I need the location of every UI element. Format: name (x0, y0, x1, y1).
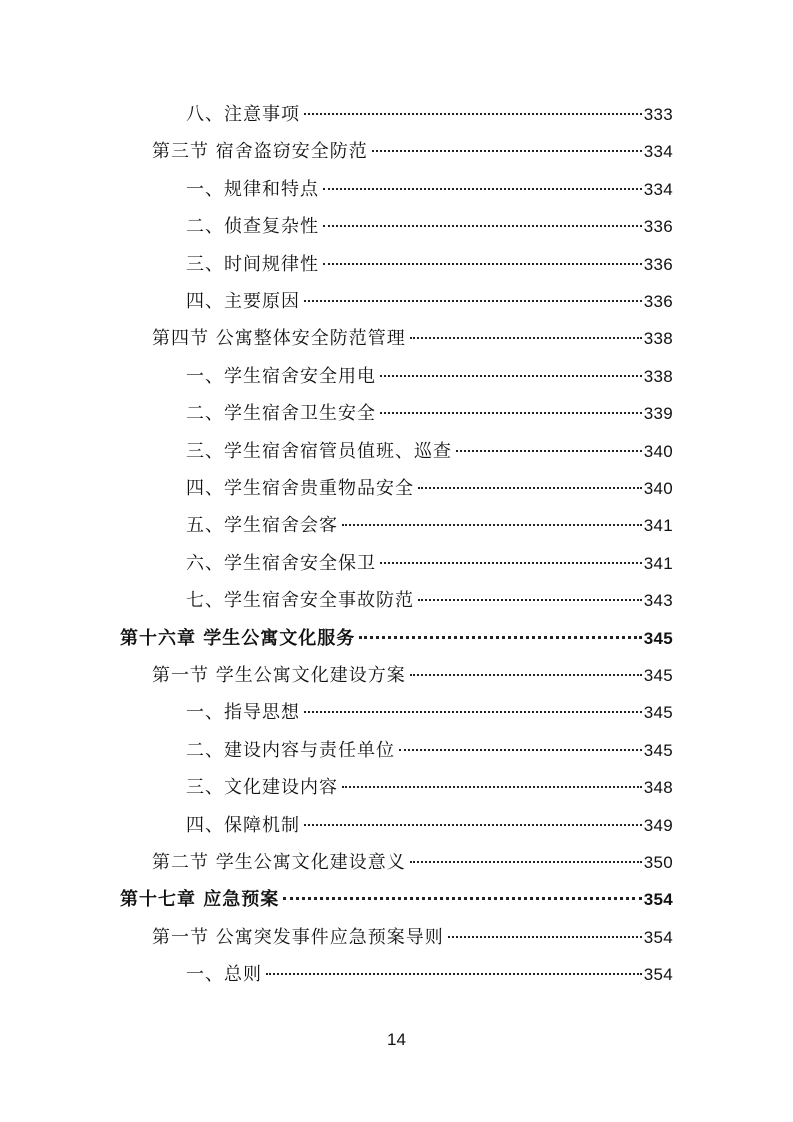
toc-entry[interactable] (186, 287, 673, 317)
toc-entry-title: 二、建设内容与责任单位 (186, 740, 395, 761)
toc-entry-title: 第一节 学生公寓文化建设方案 (152, 665, 406, 686)
toc-entry[interactable] (186, 773, 673, 803)
toc-entry-page: 334 (643, 180, 673, 199)
toc-entry[interactable] (186, 698, 673, 728)
toc-entry[interactable] (186, 586, 673, 616)
toc-dot-leader (342, 786, 642, 788)
toc-entry[interactable] (186, 474, 673, 504)
toc-entry[interactable] (186, 437, 673, 467)
toc-dot-leader (283, 897, 641, 900)
toc-dot-leader (323, 188, 642, 190)
toc-dot-leader (410, 861, 642, 863)
toc-dot-leader (342, 524, 642, 526)
toc-entry-title: 第二节 学生公寓文化建设意义 (152, 852, 406, 873)
toc-entry[interactable] (186, 175, 673, 205)
toc-entry-page: 341 (643, 516, 673, 535)
toc-entry-title: 一、规律和特点 (186, 179, 319, 200)
toc-entry-page: 333 (643, 105, 673, 124)
toc-dot-leader (304, 300, 642, 302)
toc-entry-page: 339 (643, 404, 673, 423)
toc-entry-page: 343 (643, 591, 673, 610)
toc-entry-page: 340 (643, 442, 673, 461)
toc-dot-leader (372, 150, 642, 152)
toc-dot-leader (304, 711, 642, 713)
toc-entry-title: 第十七章 应急预案 (120, 889, 280, 910)
toc-entry-page: 345 (643, 629, 673, 648)
toc-entry[interactable] (152, 661, 673, 691)
toc-dot-leader (359, 636, 641, 639)
toc-entry-title: 二、学生宿舍卫生安全 (186, 403, 376, 424)
toc-entry-page: 336 (643, 255, 673, 274)
toc-entry-page: 345 (643, 741, 673, 760)
toc-dot-leader (304, 113, 642, 115)
toc-dot-leader (266, 973, 642, 975)
toc-entry[interactable] (120, 885, 673, 915)
toc-entry-title: 一、指导思想 (186, 702, 300, 723)
toc-dot-leader (410, 337, 642, 339)
toc-entry[interactable] (186, 100, 673, 130)
toc-entry-title: 三、文化建设内容 (186, 777, 338, 798)
toc-entry-page: 334 (643, 142, 673, 161)
toc-entry-page: 345 (643, 703, 673, 722)
toc-dot-leader (448, 936, 642, 938)
toc-entry-title: 一、学生宿舍安全用电 (186, 366, 376, 387)
toc-entry-title: 四、主要原因 (186, 291, 300, 312)
toc-entry-title: 第三节 宿舍盗窃安全防范 (152, 141, 368, 162)
toc-entry[interactable] (186, 362, 673, 392)
toc-entry[interactable] (186, 549, 673, 579)
toc-entry-page: 340 (643, 479, 673, 498)
toc-entry[interactable] (186, 736, 673, 766)
toc-entry-page: 336 (643, 217, 673, 236)
toc-entry[interactable] (186, 212, 673, 242)
toc-entry[interactable] (186, 811, 673, 841)
toc-entry-page: 354 (643, 965, 673, 984)
toc-entry-page: 345 (643, 666, 673, 685)
toc-entry-page: 338 (643, 329, 673, 348)
toc-entry-page: 338 (643, 367, 673, 386)
toc-entry[interactable] (186, 960, 673, 990)
toc-entry-title: 四、保障机制 (186, 815, 300, 836)
toc-entry[interactable] (186, 511, 673, 541)
toc-dot-leader (323, 225, 642, 227)
toc-entry-title: 第一节 公寓突发事件应急预案导则 (152, 927, 444, 948)
toc-entry-page: 348 (643, 778, 673, 797)
toc-entry-title: 二、侦查复杂性 (186, 216, 319, 237)
toc-entry[interactable] (152, 923, 673, 953)
toc-dot-leader (418, 599, 642, 601)
toc-entry-page: 350 (643, 853, 673, 872)
toc-dot-leader (323, 263, 642, 265)
toc-entry-title: 五、学生宿舍会客 (186, 515, 338, 536)
toc-entry-page: 341 (643, 554, 673, 573)
toc-entry-title: 八、注意事项 (186, 104, 300, 125)
toc-dot-leader (456, 450, 642, 452)
toc-entry-page: 349 (643, 816, 673, 835)
toc-entry[interactable] (152, 137, 673, 167)
toc-entry-title: 七、学生宿舍安全事故防范 (186, 590, 414, 611)
toc-entry-page: 354 (643, 928, 673, 947)
toc-entry[interactable] (152, 848, 673, 878)
toc-entry-page: 336 (643, 292, 673, 311)
toc-dot-leader (399, 749, 642, 751)
toc-entry-title: 第四节 公寓整体安全防范管理 (152, 328, 406, 349)
toc-entry-title: 四、学生宿舍贵重物品安全 (186, 478, 414, 499)
toc-dot-leader (380, 562, 642, 564)
toc-entry-page: 354 (643, 890, 673, 909)
toc-entry-title: 第十六章 学生公寓文化服务 (120, 628, 356, 649)
toc-dot-leader (380, 375, 642, 377)
toc-entry[interactable] (152, 324, 673, 354)
toc-entry-title: 三、时间规律性 (186, 254, 319, 275)
toc-dot-leader (304, 824, 642, 826)
toc-entry[interactable] (186, 399, 673, 429)
toc-dot-leader (410, 674, 642, 676)
toc-entry-title: 三、学生宿舍宿管员值班、巡查 (186, 441, 452, 462)
page-number: 14 (387, 1030, 406, 1049)
toc-dot-leader (418, 487, 642, 489)
toc-dot-leader (380, 412, 642, 414)
toc-entry-title: 一、总则 (186, 964, 262, 985)
toc-entry[interactable] (186, 250, 673, 280)
toc-entry[interactable] (120, 624, 673, 654)
toc-entry-title: 六、学生宿舍安全保卫 (186, 553, 376, 574)
